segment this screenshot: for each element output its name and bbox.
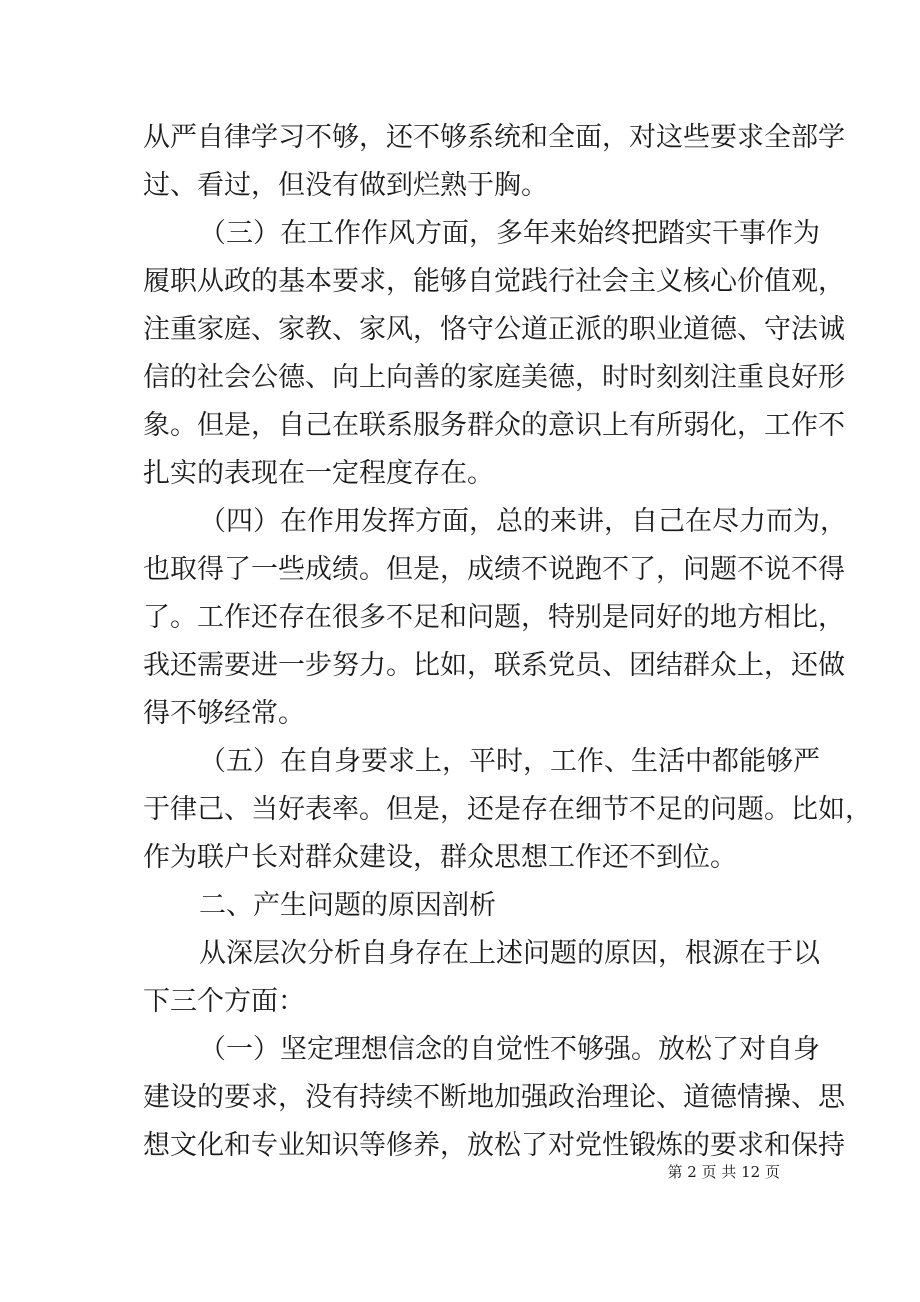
- paragraph-five-start: （五）在自身要求上，平时，工作、生活中都能够严: [199, 746, 820, 777]
- text-line-10: 也取得了一些成绩。但是，成绩不说跑不了，问题不说不得: [143, 554, 845, 585]
- text-line-16: 作为联户长对群众建设，群众思想工作还不到位。: [143, 842, 737, 873]
- text-line-19: 下三个方面：: [143, 986, 305, 1017]
- text-line-15: 于律己、当好表率。但是，还是存在细节不足的问题。比如，: [143, 794, 872, 825]
- paragraph-one-start: （一）坚定理想信念的自觉性不够强。放松了对自身: [199, 1034, 820, 1065]
- text-line-4: 履职从政的基本要求，能够自觉践行社会主义核心价值观，: [143, 266, 845, 297]
- text-line-12: 我还需要进一步努力。比如，联系党员、团结群众上，还做: [143, 650, 845, 681]
- paragraph-three-start: （三）在工作作风方面，多年来始终把踏实干事作为: [199, 218, 820, 249]
- text-line-6: 信的社会公德、向上向善的家庭美德，时时刻刻注重良好形: [143, 362, 845, 393]
- text-line-11: 了。工作还存在很多不足和问题，特别是同好的地方相比，: [143, 602, 845, 633]
- text-line-13: 得不够经常。: [143, 698, 305, 729]
- text-line-7: 象。但是，自己在联系服务群众的意识上有所弱化，工作不: [143, 410, 845, 441]
- paragraph-analysis-start: 从深层次分析自身存在上述问题的原因，根源在于以: [199, 938, 820, 969]
- section-heading: 二、产生问题的原因剖析: [199, 890, 496, 921]
- page-number-footer: 第 2 页 共 12 页: [667, 1163, 780, 1181]
- text-line-2: 过、看过，但没有做到烂熟于胸。: [143, 170, 548, 201]
- text-line-21: 建设的要求，没有持续不断地加强政治理论、道德情操、思: [143, 1082, 845, 1113]
- text-line-8: 扎实的表现在一定程度存在。: [143, 458, 494, 489]
- paragraph-four-start: （四）在作用发挥方面，总的来讲，自己在尽力而为，: [199, 506, 847, 537]
- text-line-22: 想文化和专业知识等修养，放松了对党性锻炼的要求和保持: [143, 1130, 845, 1161]
- text-line-5: 注重家庭、家教、家风，恪守公道正派的职业道德、守法诚: [143, 314, 845, 345]
- text-line-1: 从严自律学习不够，还不够系统和全面，对这些要求全部学: [143, 122, 845, 153]
